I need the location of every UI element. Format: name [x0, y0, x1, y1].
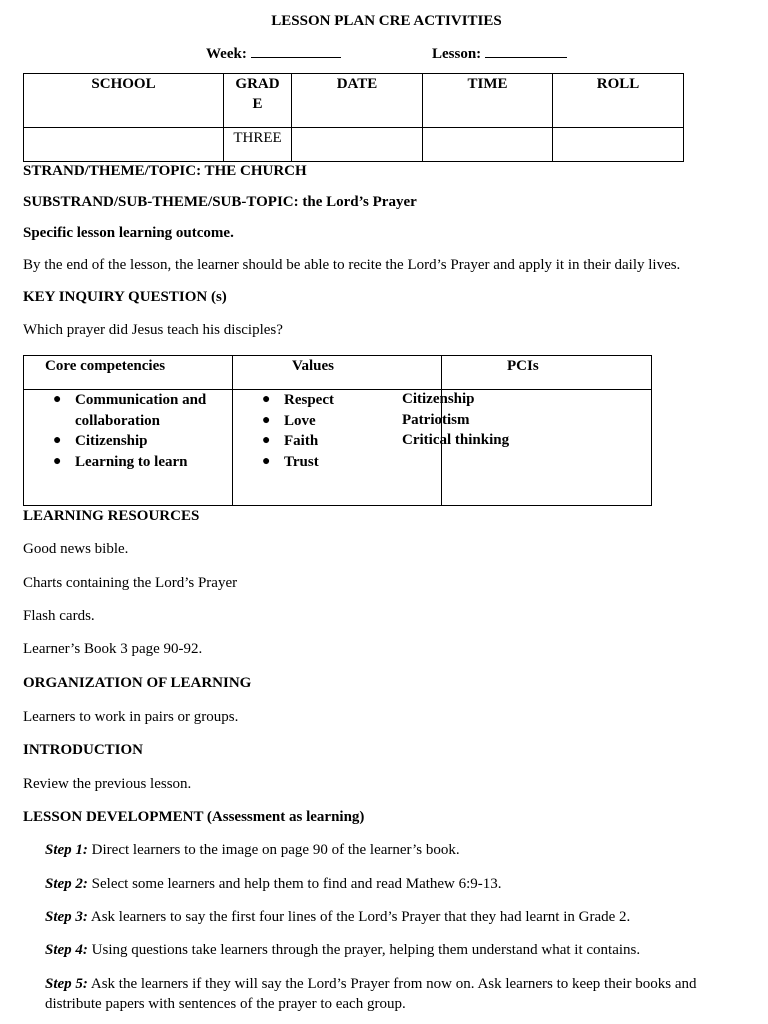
step-text: Select some learners and help them to find and read Mathew 6:9-13.	[91, 876, 502, 892]
cell-school	[24, 128, 224, 162]
strand-heading: STRAND/THEME/TOPIC: THE CHURCH	[23, 163, 307, 179]
competencies-table	[23, 355, 652, 506]
page-title: LESSON PLAN CRE ACTIVITIES	[271, 13, 502, 29]
cell-roll	[553, 128, 684, 162]
pcis-list	[402, 389, 509, 451]
resources-heading: LEARNING RESOURCES	[23, 508, 200, 524]
resource-item: Flash cards.	[23, 608, 95, 624]
organization-heading: ORGANIZATION OF LEARNING	[23, 675, 252, 691]
step-2	[45, 874, 502, 894]
introduction-heading: INTRODUCTION	[23, 742, 144, 758]
kiq-text: Which prayer did Jesus teach his disciples?	[23, 322, 283, 338]
header-roll: ROLL	[553, 74, 684, 128]
introduction-text: Review the previous lesson.	[23, 776, 192, 792]
step-label: Step 2:	[45, 876, 88, 892]
header-core-competencies: Core competencies	[24, 356, 233, 390]
header-values: Values	[233, 356, 442, 390]
step-3	[45, 907, 630, 927]
header-grade	[224, 74, 292, 128]
outcome-heading: Specific lesson learning outcome.	[23, 225, 234, 241]
outcome-text: By the end of the lesson, the learner should be able to recite the Lord’s Prayer and apply it in their daily lives.	[23, 257, 681, 273]
lesson-info-table	[23, 73, 684, 162]
header-date: DATE	[292, 74, 423, 128]
header-grade-line2: E	[252, 96, 263, 112]
lesson-label: Lesson:	[432, 46, 482, 62]
week-blank	[251, 43, 341, 58]
cell-date	[292, 128, 423, 162]
step-1	[45, 840, 460, 860]
resource-item: Charts containing the Lord’s Prayer	[23, 575, 238, 591]
step-text: Using questions take learners through the prayer, helping them understand what it contains.	[91, 942, 641, 958]
cell-grade: THREE	[224, 128, 292, 162]
list-item: ● Citizenship	[24, 431, 232, 452]
step-text: Ask learners to say the first four lines of the Lord’s Prayer that they had learnt in Grade 2.	[90, 909, 631, 925]
table-row	[24, 390, 652, 506]
list-item: ● Trust	[233, 452, 441, 473]
lesson-blank	[485, 43, 567, 58]
step-label: Step 5:	[45, 976, 88, 992]
list-item: Citizenship	[402, 391, 475, 407]
core-competencies-cell	[24, 390, 233, 506]
header-pcis: PCIs	[442, 356, 652, 390]
list-item: Critical thinking	[402, 432, 510, 448]
lesson-field	[432, 43, 567, 64]
list-item: ● Respect	[233, 390, 441, 411]
resource-item: Learner’s Book 3 page 90-92.	[23, 641, 203, 657]
kiq-heading: KEY INQUIRY QUESTION (s)	[23, 289, 227, 305]
development-heading: LESSON DEVELOPMENT (Assessment as learning)	[23, 809, 365, 825]
list-item: ● Faith	[233, 431, 441, 452]
header-grade-line1: GRAD	[235, 76, 280, 92]
header-time: TIME	[423, 74, 553, 128]
step-text: Direct learners to the image on page 90 of the learner’s book.	[91, 842, 460, 858]
organization-text: Learners to work in pairs or groups.	[23, 709, 239, 725]
cell-time	[423, 128, 553, 162]
step-5	[45, 974, 697, 994]
step-text: Ask the learners if they will say the Lord’s Prayer from now on. Ask learners to keep their books and	[90, 976, 697, 992]
list-item: ● Communication and collaboration	[24, 390, 232, 431]
resource-item: Good news bible.	[23, 541, 129, 557]
table-row	[24, 128, 684, 162]
step-label: Step 1:	[45, 842, 88, 858]
substrand-heading: SUBSTRAND/SUB-THEME/SUB-TOPIC: the Lord’s Prayer	[23, 194, 417, 210]
step-label: Step 4:	[45, 942, 88, 958]
step-4	[45, 940, 640, 960]
week-label: Week:	[206, 46, 247, 62]
table-header-row	[24, 356, 652, 390]
list-item: ● Learning to learn	[24, 452, 232, 473]
week-field	[206, 43, 341, 64]
core-competencies-list	[24, 390, 232, 472]
header-school: SCHOOL	[24, 74, 224, 128]
list-item: Patriotism	[402, 411, 470, 428]
step-5-continued: distribute papers with sentences of the prayer to each group.	[45, 996, 406, 1012]
step-label: Step 3:	[45, 909, 88, 925]
list-item: ● Love	[233, 411, 441, 432]
table-header-row	[24, 74, 684, 128]
